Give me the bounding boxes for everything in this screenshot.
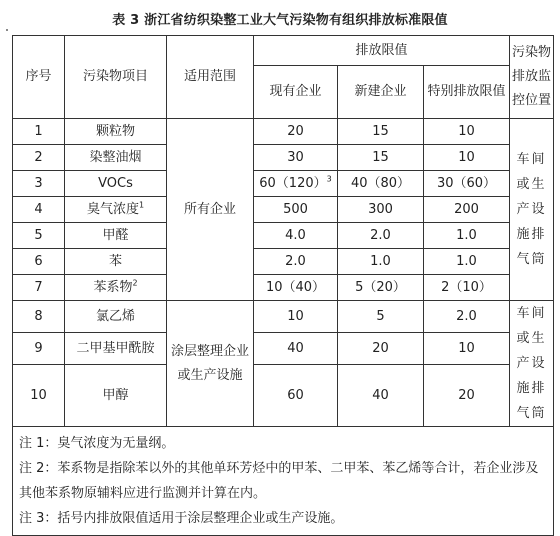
row-no: 5 xyxy=(13,223,65,249)
table-row xyxy=(13,365,554,427)
row-pollutant: 甲醇 xyxy=(65,365,167,427)
table-row xyxy=(13,223,554,249)
row-no: 9 xyxy=(13,333,65,365)
row-special: 10 xyxy=(424,119,510,145)
footnote-ref: 1 xyxy=(138,200,145,210)
row-new: 300 xyxy=(338,197,424,223)
table-row xyxy=(13,333,554,365)
row-pollutant: 颗粒物 xyxy=(65,119,167,145)
header-special: 特别排放限值 xyxy=(424,66,510,119)
row-new: 1.0 xyxy=(338,249,424,275)
table-row xyxy=(13,197,554,223)
row-no: 2 xyxy=(13,145,65,171)
row-new: 15 xyxy=(338,119,424,145)
scope-all-enterprises: 所有企业 xyxy=(167,119,254,301)
header-pollutant: 污染物项目 xyxy=(65,36,167,119)
header-location: 污染物排放监控位置 xyxy=(510,36,554,119)
row-new: 40（80） xyxy=(338,171,424,197)
row-new: 5（20） xyxy=(338,275,424,301)
note-1: 注 1：臭气浓度为无量纲。 xyxy=(19,436,175,451)
row-existing: 2.0 xyxy=(254,249,338,275)
row-new: 40 xyxy=(338,365,424,427)
header-scope: 适用范围 xyxy=(167,36,254,119)
row-pollutant: 甲醛 xyxy=(65,223,167,249)
row-new: 20 xyxy=(338,333,424,365)
table-title: 表 3 浙江省纺织染整工业大气污染物有组织排放标准限值 xyxy=(112,13,448,28)
row-no: 10 xyxy=(13,365,65,427)
row-existing: 500 xyxy=(254,197,338,223)
notes-row xyxy=(13,427,554,536)
note-3: 注 3：括号内排放限值适用于涂层整理企业或生产设施。 xyxy=(19,511,344,526)
row-existing: 60 xyxy=(254,365,338,427)
row-no: 3 xyxy=(13,171,65,197)
row-no: 1 xyxy=(13,119,65,145)
row-pollutant: 氯乙烯 xyxy=(65,301,167,333)
footnote-ref: 2 xyxy=(132,278,138,288)
row-special: 1.0 xyxy=(424,249,510,275)
header-new: 新建企业 xyxy=(338,66,424,119)
row-no: 4 xyxy=(13,197,65,223)
row-new: 5 xyxy=(338,301,424,333)
footnote-ref: 3 xyxy=(326,174,332,184)
table-row xyxy=(13,249,554,275)
row-special: 10 xyxy=(424,145,510,171)
row-special: 200 xyxy=(424,197,510,223)
row-no: 8 xyxy=(13,301,65,333)
notes-cell xyxy=(13,427,554,536)
row-new: 2.0 xyxy=(338,223,424,249)
header-limit: 排放限值 xyxy=(254,36,510,66)
row-pollutant: 苯 xyxy=(65,249,167,275)
header-no: 序号 xyxy=(13,36,65,119)
row-special: 2（10） xyxy=(424,275,510,301)
row-special: 10 xyxy=(424,333,510,365)
header-row-1 xyxy=(13,36,554,66)
monitor-location-2: 车间或生产设施排气筒 xyxy=(510,301,554,427)
row-existing: $60(120)^3$ xyxy=(254,171,338,197)
row-existing: 10 xyxy=(254,301,338,333)
table-row xyxy=(13,171,554,197)
table-row xyxy=(13,275,554,301)
stray-mark xyxy=(6,29,8,31)
row-special: 30（60） xyxy=(424,171,510,197)
row-existing: 20 xyxy=(254,119,338,145)
row-special: 2.0 xyxy=(424,301,510,333)
note-2: 注 2：苯系物是指除苯以外的其他单环芳烃中的甲苯、二甲苯、苯乙烯等合计，若企业涉及其他苯系物原辅料应进行监测并计算在内。 xyxy=(19,461,539,501)
table-row xyxy=(13,119,554,145)
row-special: 20 xyxy=(424,365,510,427)
scope-coating-enterprises: 涂层整理企业或生产设施 xyxy=(167,301,254,427)
table-row xyxy=(13,145,554,171)
row-pollutant: 臭气浓度$^1$ xyxy=(65,197,167,223)
row-no: 6 xyxy=(13,249,65,275)
row-existing: 30 xyxy=(254,145,338,171)
row-existing: 40 xyxy=(254,333,338,365)
emission-standard-table xyxy=(12,35,554,536)
monitor-location-1: 车间或生产设施排气筒 xyxy=(510,119,554,301)
row-existing: 10（40） xyxy=(254,275,338,301)
row-pollutant: 染整油烟 xyxy=(65,145,167,171)
row-existing: 4.0 xyxy=(254,223,338,249)
row-special: 1.0 xyxy=(424,223,510,249)
row-pollutant: VOCs xyxy=(65,171,167,197)
row-no: 7 xyxy=(13,275,65,301)
header-existing: 现有企业 xyxy=(254,66,338,119)
row-pollutant: 二甲基甲酰胺 xyxy=(65,333,167,365)
row-pollutant: 苯系物$^2$ xyxy=(65,275,167,301)
table-row xyxy=(13,301,554,333)
row-new: 15 xyxy=(338,145,424,171)
